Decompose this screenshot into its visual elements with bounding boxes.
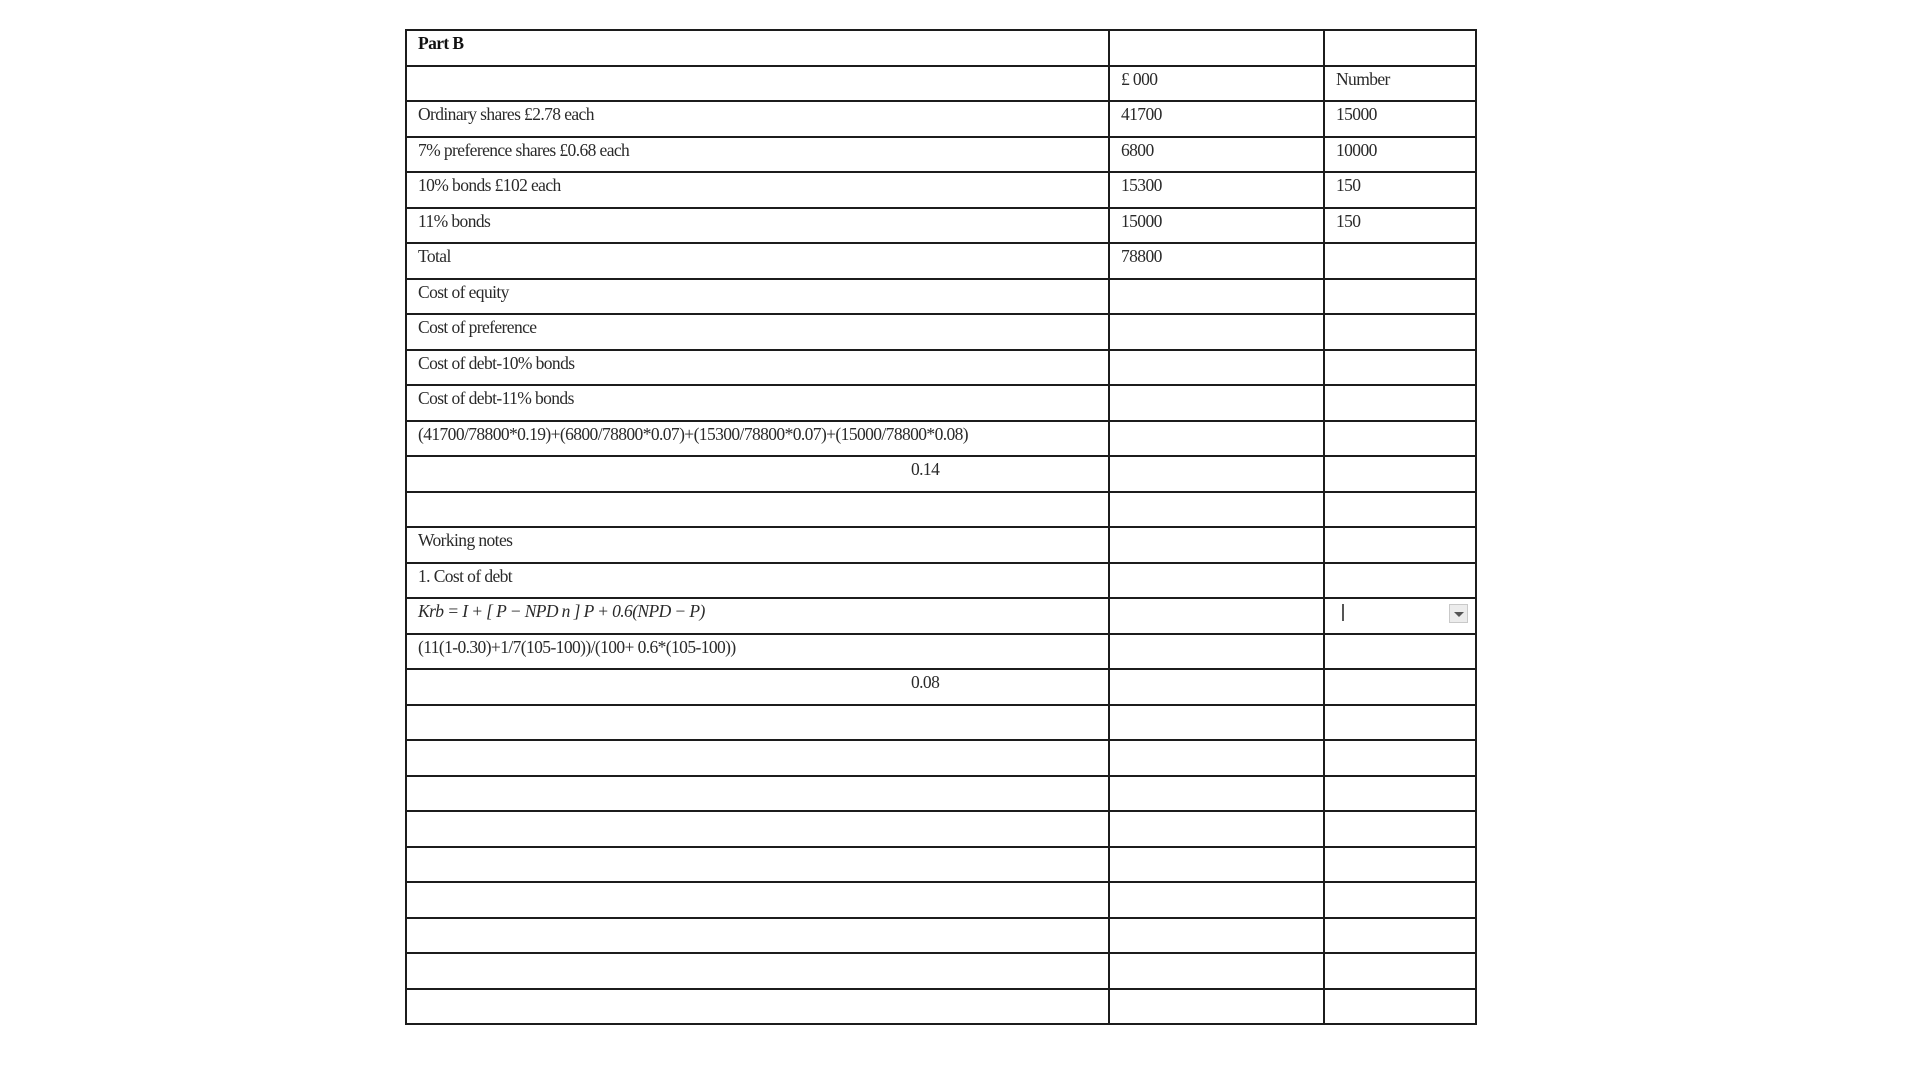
- empty-cell[interactable]: [406, 705, 1109, 741]
- table-row-header: [406, 66, 1476, 102]
- table-row-blank: [406, 811, 1476, 847]
- empty-cell[interactable]: [1109, 740, 1324, 776]
- table-row-total: [406, 243, 1476, 279]
- row-label[interactable]: 10% bonds £102 each: [406, 172, 1109, 208]
- table-row-blank: [406, 882, 1476, 918]
- table-row: [406, 314, 1476, 350]
- dropdown-cell[interactable]: [1324, 598, 1476, 634]
- empty-cell[interactable]: [406, 882, 1109, 918]
- row-label[interactable]: 11% bonds: [406, 208, 1109, 244]
- empty-cell[interactable]: [1324, 847, 1476, 883]
- row-label[interactable]: Cost of equity: [406, 279, 1109, 315]
- empty-cell[interactable]: [1324, 740, 1476, 776]
- empty-cell[interactable]: [1324, 456, 1476, 492]
- section-title[interactable]: Part B: [406, 30, 1109, 66]
- empty-cell[interactable]: [406, 66, 1109, 102]
- row-value[interactable]: 15300: [1109, 172, 1324, 208]
- working-notes-heading[interactable]: Working notes: [406, 527, 1109, 563]
- empty-cell[interactable]: [1109, 847, 1324, 883]
- empty-cell[interactable]: [1324, 350, 1476, 386]
- table-row-note-title: [406, 563, 1476, 599]
- row-label[interactable]: Ordinary shares £2.78 each: [406, 101, 1109, 137]
- empty-cell[interactable]: [1324, 989, 1476, 1025]
- empty-cell[interactable]: [1109, 563, 1324, 599]
- table-row: [406, 350, 1476, 386]
- empty-cell[interactable]: [1109, 669, 1324, 705]
- table-row-working-notes: [406, 527, 1476, 563]
- empty-cell[interactable]: [1109, 882, 1324, 918]
- empty-cell[interactable]: [1324, 882, 1476, 918]
- table-row-wacc-result: [406, 456, 1476, 492]
- empty-cell[interactable]: [406, 740, 1109, 776]
- table-row-blank: [406, 953, 1476, 989]
- empty-cell[interactable]: [1324, 811, 1476, 847]
- row-label[interactable]: Cost of debt-11% bonds: [406, 385, 1109, 421]
- text-cursor: [1342, 604, 1344, 621]
- table-row: [406, 279, 1476, 315]
- table-row-wacc-formula: [406, 421, 1476, 457]
- table-row-blank: [406, 847, 1476, 883]
- empty-cell[interactable]: [1109, 314, 1324, 350]
- empty-cell[interactable]: [406, 989, 1109, 1025]
- empty-cell[interactable]: [1324, 243, 1476, 279]
- empty-cell[interactable]: [1324, 314, 1476, 350]
- table-row-blank: [406, 492, 1476, 528]
- empty-cell[interactable]: [1324, 776, 1476, 812]
- empty-cell[interactable]: [406, 953, 1109, 989]
- row-number[interactable]: 10000: [1324, 137, 1476, 173]
- row-value[interactable]: 6800: [1109, 137, 1324, 173]
- empty-cell[interactable]: [406, 918, 1109, 954]
- chevron-down-icon[interactable]: [1449, 604, 1468, 623]
- part-b-table: [405, 29, 1477, 1025]
- empty-cell[interactable]: [1109, 385, 1324, 421]
- table-row-debt-result: [406, 669, 1476, 705]
- empty-cell[interactable]: [1324, 492, 1476, 528]
- table-row: [406, 137, 1476, 173]
- total-label[interactable]: Total: [406, 243, 1109, 279]
- table-row-title: [406, 30, 1476, 66]
- empty-cell[interactable]: [1109, 918, 1324, 954]
- table-row: [406, 385, 1476, 421]
- empty-cell[interactable]: [406, 776, 1109, 812]
- cost-of-debt-result[interactable]: 0.08: [406, 669, 1109, 705]
- empty-cell[interactable]: [406, 811, 1109, 847]
- empty-cell[interactable]: [1109, 598, 1324, 634]
- empty-cell[interactable]: [1109, 30, 1324, 66]
- table-row: [406, 208, 1476, 244]
- note1-title[interactable]: 1. Cost of debt: [406, 563, 1109, 599]
- empty-cell[interactable]: [1109, 989, 1324, 1025]
- empty-cell[interactable]: [1109, 456, 1324, 492]
- empty-cell[interactable]: [1109, 350, 1324, 386]
- row-number[interactable]: 150: [1324, 208, 1476, 244]
- empty-cell[interactable]: [1109, 811, 1324, 847]
- empty-cell[interactable]: [1109, 634, 1324, 670]
- table-row-blank: [406, 918, 1476, 954]
- empty-cell[interactable]: [1324, 279, 1476, 315]
- row-number[interactable]: 15000: [1324, 101, 1476, 137]
- empty-cell[interactable]: [406, 492, 1109, 528]
- row-label[interactable]: Cost of debt-10% bonds: [406, 350, 1109, 386]
- column-header-value[interactable]: £ 000: [1109, 66, 1324, 102]
- empty-cell[interactable]: [1109, 953, 1324, 989]
- table-row-blank: [406, 705, 1476, 741]
- table-row-krb-formula: [406, 598, 1476, 634]
- empty-cell[interactable]: [1324, 953, 1476, 989]
- row-label[interactable]: Cost of preference: [406, 314, 1109, 350]
- krb-formula[interactable]: Krb = I + [ P − NPD n ] P + 0.6(NPD − P): [406, 598, 1109, 634]
- wacc-formula[interactable]: (41700/78800*0.19)+(6800/78800*0.07)+(15300/78800*0.07)+(15000/78800*0.08): [406, 421, 1109, 457]
- empty-cell[interactable]: [1324, 669, 1476, 705]
- empty-cell[interactable]: [1324, 563, 1476, 599]
- cost-of-debt-calculation[interactable]: (11(1-0.30)+1/7(105-100))/(100+ 0.6*(105-100)): [406, 634, 1109, 670]
- wacc-result[interactable]: 0.14: [406, 456, 1109, 492]
- empty-cell[interactable]: [1109, 279, 1324, 315]
- table-row: [406, 101, 1476, 137]
- row-value[interactable]: 41700: [1109, 101, 1324, 137]
- empty-cell[interactable]: [1109, 527, 1324, 563]
- row-label[interactable]: 7% preference shares £0.68 each: [406, 137, 1109, 173]
- total-value[interactable]: 78800: [1109, 243, 1324, 279]
- empty-cell[interactable]: [1324, 527, 1476, 563]
- table-row-blank: [406, 740, 1476, 776]
- empty-cell[interactable]: [1109, 705, 1324, 741]
- table-row: [406, 172, 1476, 208]
- empty-cell[interactable]: [1109, 492, 1324, 528]
- empty-cell[interactable]: [406, 847, 1109, 883]
- empty-cell[interactable]: [1324, 30, 1476, 66]
- empty-cell[interactable]: [1109, 421, 1324, 457]
- empty-cell[interactable]: [1324, 918, 1476, 954]
- table-row-blank: [406, 776, 1476, 812]
- empty-cell[interactable]: [1324, 634, 1476, 670]
- row-number[interactable]: 150: [1324, 172, 1476, 208]
- empty-cell[interactable]: [1324, 705, 1476, 741]
- table-row-calculation: [406, 634, 1476, 670]
- column-header-number[interactable]: Number: [1324, 66, 1476, 102]
- empty-cell[interactable]: [1109, 776, 1324, 812]
- empty-cell[interactable]: [1324, 385, 1476, 421]
- row-value[interactable]: 15000: [1109, 208, 1324, 244]
- table-row-blank: [406, 989, 1476, 1025]
- empty-cell[interactable]: [1324, 421, 1476, 457]
